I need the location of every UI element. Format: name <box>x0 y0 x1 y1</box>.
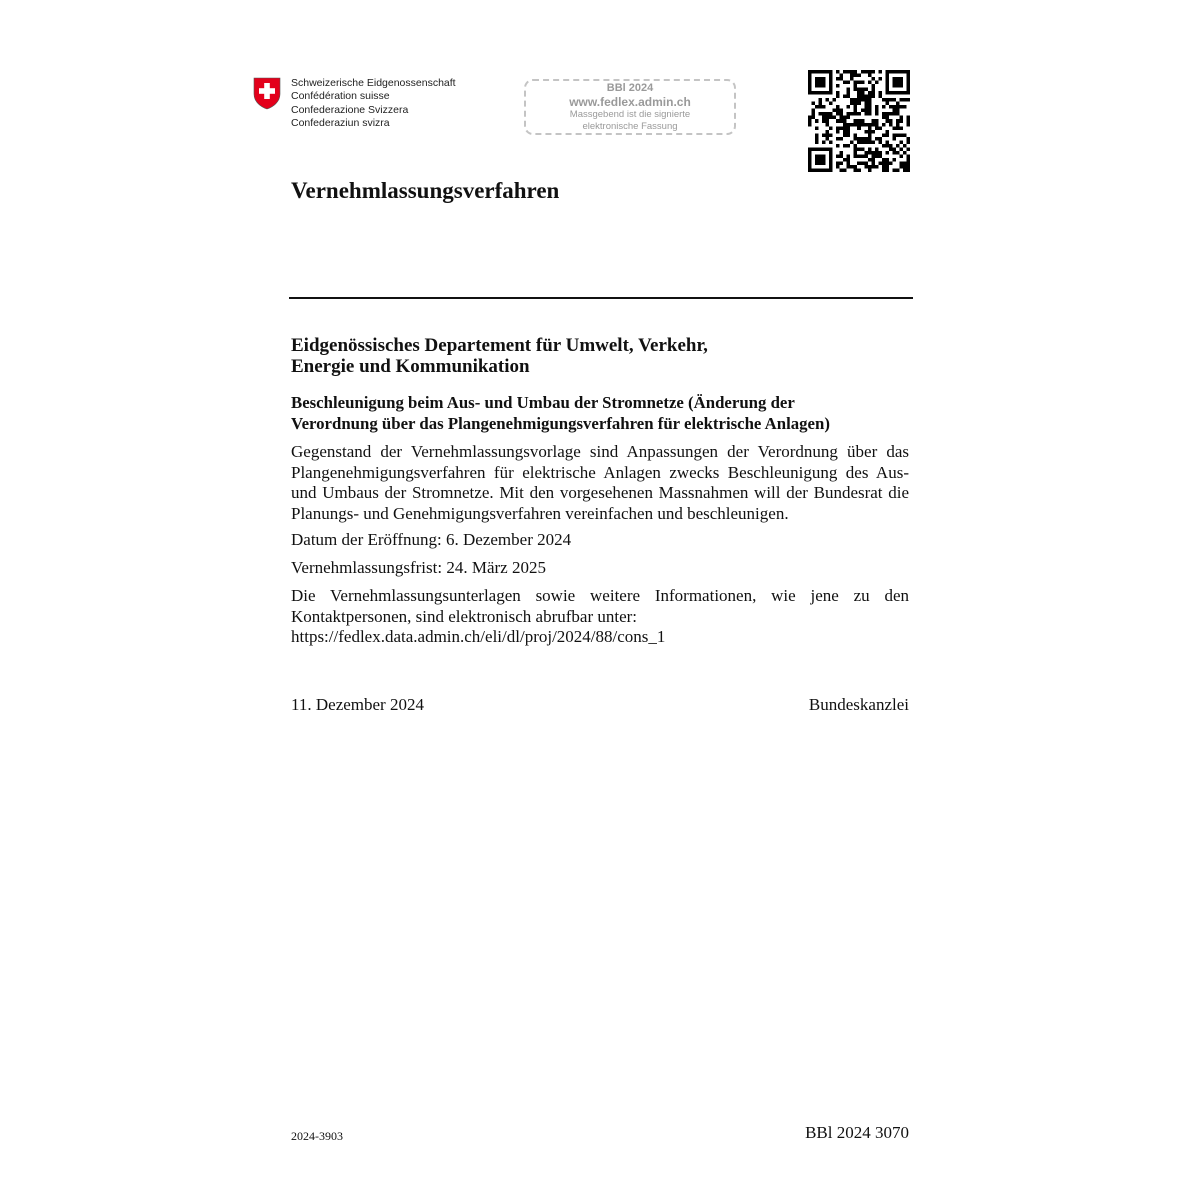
federal-administration-names <box>291 77 456 131</box>
divider <box>289 297 913 299</box>
gov-name-rm: Confederaziun svizra <box>291 117 390 130</box>
stamp-note-1: Massgebend ist die signierte <box>569 109 691 120</box>
stamp-url: www.fedlex.admin.ch <box>569 95 691 109</box>
consultation-deadline: Vernehmlassungsfrist: 24. März 2025 <box>291 558 546 577</box>
subject-heading <box>291 393 911 434</box>
page-title: Vernehmlassungsverfahren <box>291 178 560 203</box>
swiss-coat-of-arms-icon <box>252 76 282 110</box>
opening-date: Datum der Eröffnung: 6. Dezember 2024 <box>291 530 572 549</box>
body-paragraph: Gegenstand der Vernehmlassungsvorlage sind Anpassungen der Verordnung über das Plangenehmigungsverfahren für elektrische Anlagen zwecks Beschleunigung des Aus- und Umbaus der Stromnetze. Mit den vorgesehenen Massnahmen will der Bundesrat die Planungs- und Genehmigungsverfahren vereinfachen und beschleunigen. <box>291 442 909 523</box>
department-line-2: Energie und Kommunikation <box>291 356 530 377</box>
signature-date: 11. Dezember 2024 <box>291 695 424 714</box>
subject-line-2: Verordnung über das Plangenehmigungsverfahren für elektrische Anlagen) <box>291 413 830 433</box>
signature-organization: Bundeskanzlei <box>808 695 909 714</box>
document-number: 2024-3903 <box>291 1129 343 1143</box>
qr-code-icon <box>808 70 910 172</box>
documents-note: Die Vernehmlassungsunterlagen sowie weitere Informationen, wie jene zu den Kontaktpersonen, sind elektronisch abrufbar unter: <box>291 586 909 626</box>
subject-line-1: Beschleunigung beim Aus- und Umbau der Stromnetze (Änderung der <box>291 393 795 412</box>
consultation-link[interactable]: https://fedlex.data.admin.ch/eli/dl/proj/2024/88/cons_1 <box>291 627 666 646</box>
stamp-bbl: BBl 2024 <box>606 82 654 94</box>
gov-name-it: Confederazione Svizzera <box>291 103 409 116</box>
gov-name-fr: Confédération suisse <box>291 90 390 103</box>
bbl-reference: BBl 2024 3070 <box>805 1123 909 1142</box>
publication-stamp <box>524 79 736 135</box>
stamp-note-2: elektronische Fassung <box>582 120 678 132</box>
department-heading <box>291 335 911 377</box>
gov-name-de: Schweizerische Eidgenossenschaft <box>291 77 456 89</box>
department-line-1: Eidgenössisches Departement für Umwelt, Verkehr, <box>291 335 708 356</box>
